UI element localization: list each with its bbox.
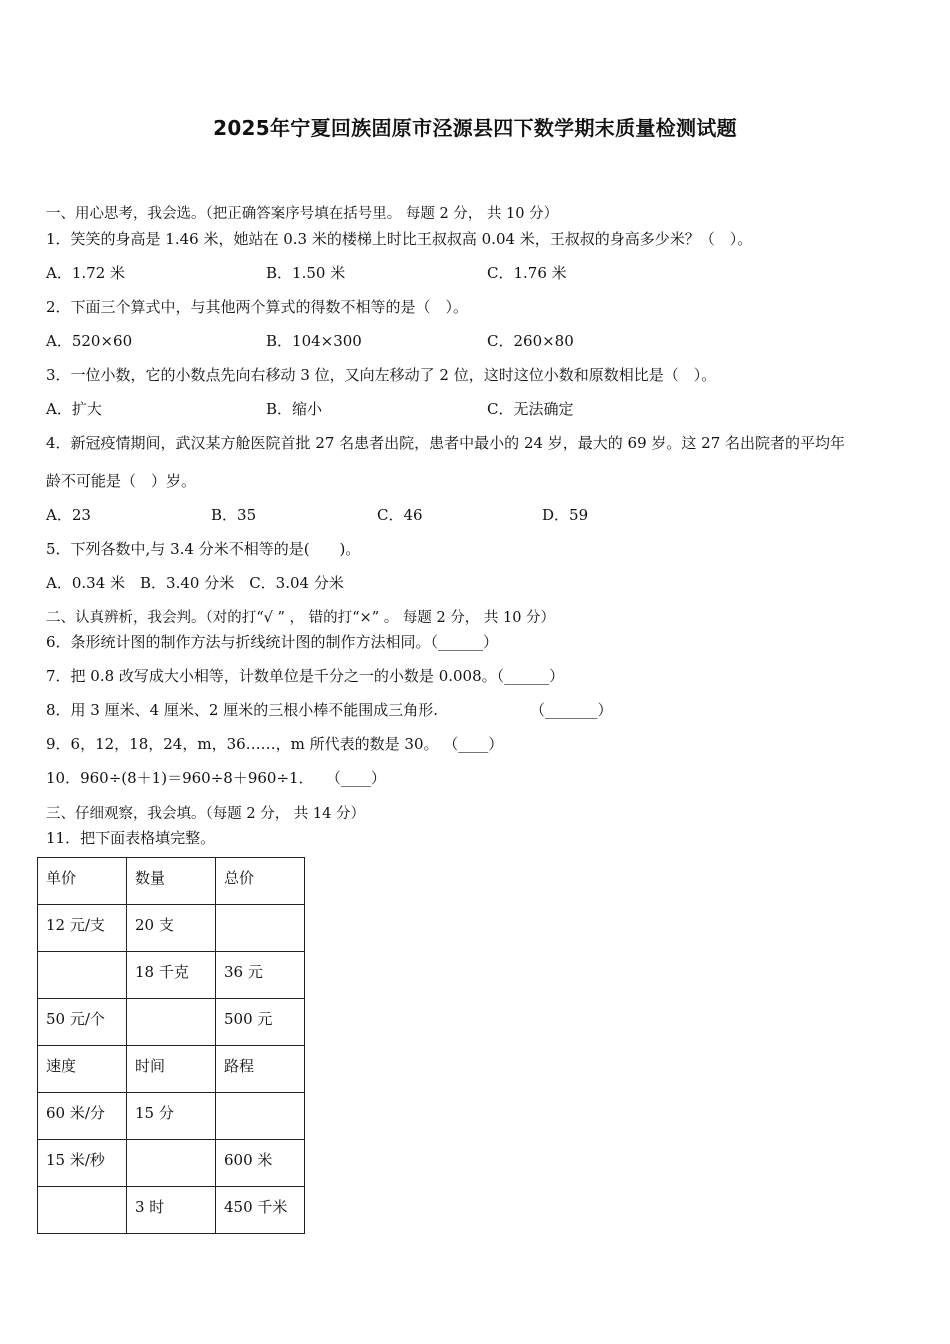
q3-option-c: C．无法确定 — [487, 400, 574, 418]
question-5: 5．下列各数中,与 3.4 分米不相等的是( )。 — [46, 540, 361, 558]
table-cell: 50 元/个 — [38, 999, 127, 1046]
question-8: 8．用 3 厘米、4 厘米、2 厘米的三根小棒不能围成三角形. — [46, 701, 439, 719]
table-cell: 数量 — [127, 858, 216, 905]
q3-option-b: B．缩小 — [266, 400, 323, 418]
q2-option-a: A．520×60 — [46, 332, 133, 350]
table-row — [38, 905, 305, 952]
page-title: 2025年宁夏回族固原市泾源县四下数学期末质量检测试题 — [213, 116, 737, 140]
q1-option-b: B．1.50 米 — [266, 264, 346, 282]
question-4-line-1: 4．新冠疫情期间，武汉某方舱医院首批 27 名患者出院，患者中最小的 24 岁，最大的 69 岁。这 27 名出院者的平均年 — [46, 434, 846, 452]
q5-options: A．0.34 米 B．3.40 分米 C．3.04 分米 — [46, 574, 344, 592]
q2-option-c: C．260×80 — [487, 332, 574, 350]
q2-option-b: B．104×300 — [266, 332, 362, 350]
table-cell: 20 支 — [127, 905, 216, 952]
question-2: 2．下面三个算式中，与其他两个算式的得数不相等的是（ ）。 — [46, 298, 469, 316]
q4-option-c: C．46 — [377, 506, 423, 524]
question-7: 7．把 0.8 改写成大小相等，计数单位是千分之一的小数是 0.008。（______） — [46, 667, 565, 685]
table-cell: 450 千米 — [216, 1187, 305, 1234]
table-row — [38, 1187, 305, 1234]
question-10: 10．960÷(8＋1)＝960÷8＋960÷1． （____） — [46, 769, 386, 787]
q3-option-a: A．扩大 — [46, 400, 102, 418]
table-cell: 60 米/分 — [38, 1093, 127, 1140]
table-cell — [127, 999, 216, 1046]
table-cell: 单价 — [38, 858, 127, 905]
table-cell — [216, 905, 305, 952]
question-3: 3．一位小数，它的小数点先向右移动 3 位，又向左移动了 2 位，这时这位小数和原数相比是（ ）。 — [46, 366, 717, 384]
question-11: 11．把下面表格填完整。 — [46, 829, 216, 847]
q4-option-d: D．59 — [542, 506, 589, 524]
table-cell: 12 元/支 — [38, 905, 127, 952]
q1-option-c: C．1.76 米 — [487, 264, 567, 282]
table-cell: 18 千克 — [127, 952, 216, 999]
table-cell: 时间 — [127, 1046, 216, 1093]
question-4-line-2: 龄不可能是（ ）岁。 — [46, 472, 197, 490]
section-2-header: 二、认真辨析，我会判。（对的打“√ ” ， 错的打“×” 。 每题 2 分， 共 10 分） — [46, 610, 556, 626]
question-6: 6．条形统计图的制作方法与折线统计图的制作方法相同。（______） — [46, 633, 499, 651]
table-row — [38, 952, 305, 999]
fill-in-table — [37, 857, 305, 1234]
section-3-header: 三、仔细观察，我会填。（每题 2 分， 共 14 分） — [46, 806, 365, 822]
table-cell: 600 米 — [216, 1140, 305, 1187]
table-row — [38, 1093, 305, 1140]
table-cell: 36 元 — [216, 952, 305, 999]
table-cell: 15 米/秒 — [38, 1140, 127, 1187]
table-cell: 15 分 — [127, 1093, 216, 1140]
section-1-header: 一、用心思考，我会选。（把正确答案序号填在括号里。 每题 2 分， 共 10 分） — [46, 206, 559, 222]
table-cell — [38, 952, 127, 999]
q8-answer-blank: （_______） — [530, 701, 613, 719]
q4-option-b: B．35 — [211, 506, 257, 524]
table-row — [38, 1046, 305, 1093]
table-cell — [38, 1187, 127, 1234]
table-row — [38, 1140, 305, 1187]
q4-option-a: A．23 — [46, 506, 91, 524]
table-row — [38, 858, 305, 905]
q1-option-a: A．1.72 米 — [46, 264, 125, 282]
question-9: 9．6，12，18，24，m，36……，m 所代表的数是 30。 （____） — [46, 735, 504, 753]
table-cell — [127, 1140, 216, 1187]
table-row — [38, 999, 305, 1046]
table-cell: 速度 — [38, 1046, 127, 1093]
table-cell: 路程 — [216, 1046, 305, 1093]
table-cell — [216, 1093, 305, 1140]
table-cell: 总价 — [216, 858, 305, 905]
question-1: 1．笑笑的身高是 1.46 米，她站在 0.3 米的楼梯上时比王叔叔高 0.04 米，王叔叔的身高多少米？（ ）。 — [46, 230, 753, 248]
table-cell: 500 元 — [216, 999, 305, 1046]
table-cell: 3 时 — [127, 1187, 216, 1234]
